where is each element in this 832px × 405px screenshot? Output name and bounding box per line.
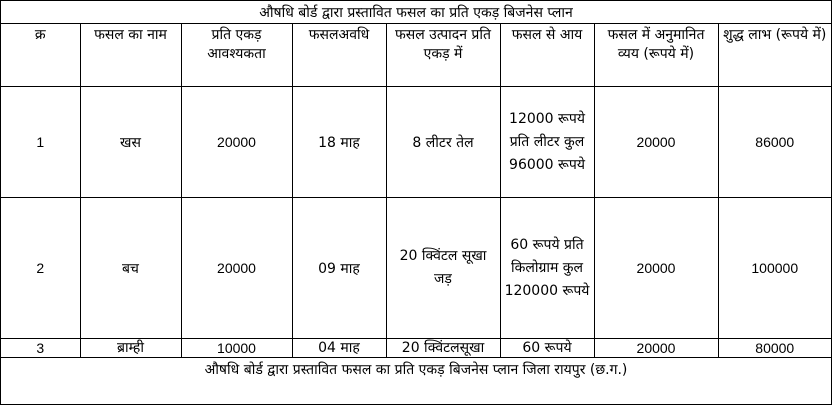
cell-income: 60 रूपये प्रति किलोग्राम कुल 120000 रूपये (500, 198, 594, 339)
cell-duration: 09 माह (292, 198, 386, 339)
header-profit: शुद्ध लाभ (रूपये में) (718, 24, 831, 87)
header-income: फसल से आय (500, 24, 594, 87)
cell-yield: 8 लीटर तेल (386, 87, 500, 198)
table-row (1, 198, 831, 339)
cell-serial: 2 (1, 198, 80, 339)
cell-crop-name: बच (80, 198, 181, 339)
table-title-row (1, 1, 831, 24)
cell-expense: 20000 (594, 198, 718, 339)
table-row (1, 87, 831, 198)
business-plan-table (1, 1, 831, 380)
header-serial: क्र (1, 24, 80, 87)
cell-income: 12000 रूपये प्रति लीटर कुल 96000 रूपये (500, 87, 594, 198)
cell-duration: 18 माह (292, 87, 386, 198)
header-requirement: प्रति एकड़ आवश्यकता (181, 24, 292, 87)
table-header-row (1, 24, 831, 87)
table-footer-row (1, 358, 831, 381)
cell-requirement: 10000 (181, 339, 292, 358)
table-title: औषधि बोर्ड द्वारा प्रस्तावित फसल का प्रति एकड़ बिजनेस प्लान (1, 1, 831, 24)
cell-crop-name: ब्राम्ही (80, 339, 181, 358)
header-duration: फसलअवधि (292, 24, 386, 87)
cell-income: 60 रूपये (500, 339, 594, 358)
table-row (1, 339, 831, 358)
header-expense: फसल में अनुमानित व्यय (रूपये में) (594, 24, 718, 87)
table-footer: औषधि बोर्ड द्वारा प्रस्तावित फसल का प्रति एकड़ बिजनेस प्लान जिला रायपुर (छ.ग.) (1, 358, 831, 381)
cell-expense: 20000 (594, 339, 718, 358)
cell-profit: 80000 (718, 339, 831, 358)
header-crop-name: फसल का नाम (80, 24, 181, 87)
cell-crop-name: खस (80, 87, 181, 198)
cell-profit: 86000 (718, 87, 831, 198)
cell-requirement: 20000 (181, 87, 292, 198)
cell-requirement: 20000 (181, 198, 292, 339)
header-yield: फसल उत्पादन प्रति एकड़ में (386, 24, 500, 87)
cell-serial: 1 (1, 87, 80, 198)
cell-yield: 20 क्विंटल सूखा जड़ (386, 198, 500, 339)
cell-expense: 20000 (594, 87, 718, 198)
cell-yield: 20 क्विंटलसूखा (386, 339, 500, 358)
cell-profit: 100000 (718, 198, 831, 339)
cell-duration: 04 माह (292, 339, 386, 358)
cell-serial: 3 (1, 339, 80, 358)
